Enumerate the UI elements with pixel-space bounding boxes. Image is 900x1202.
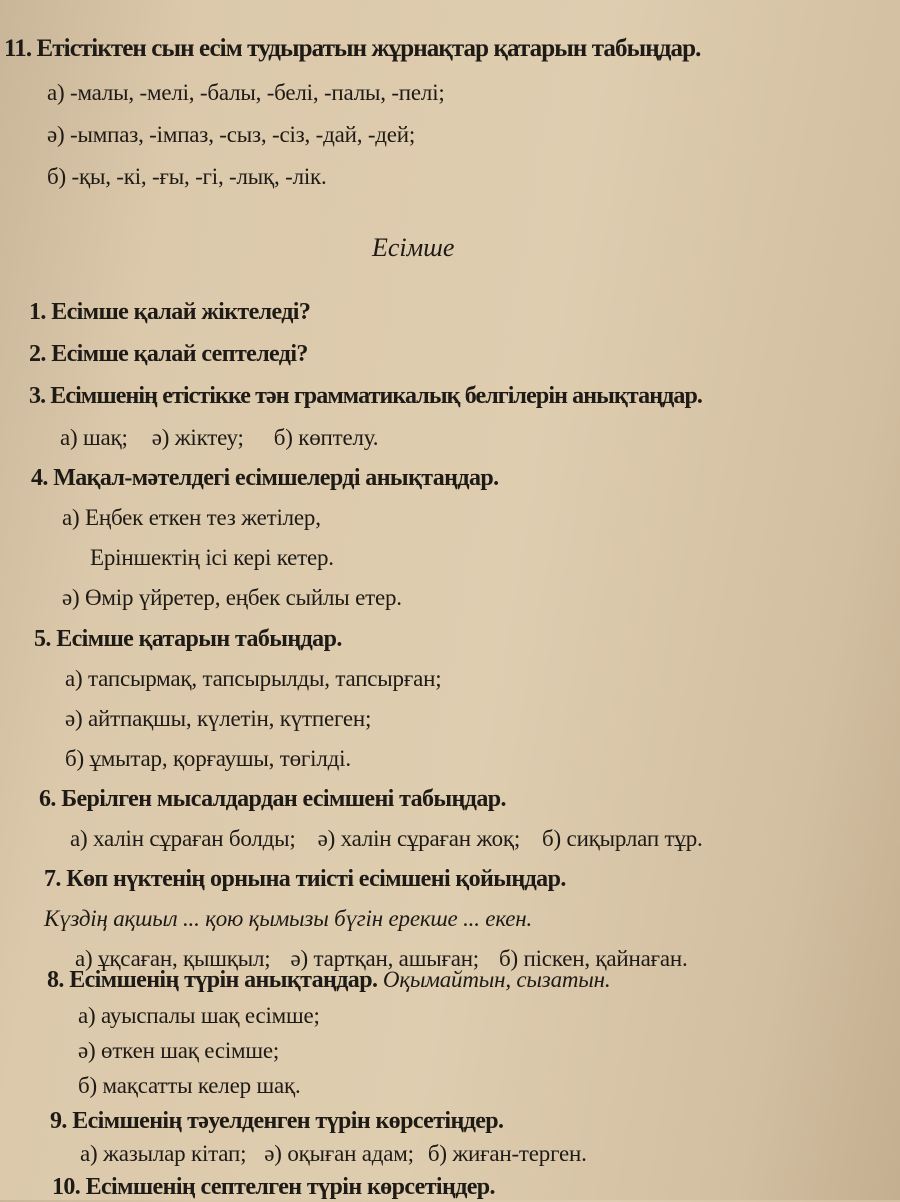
question-6-option-ae: ә) халін сұраған жоқ; <box>317 826 521 852</box>
question-10-title: 10. Есімшенің септелген түрін көрсетіңдер. <box>52 1174 495 1200</box>
question-7-option-ae: ә) тартқан, ашыған; <box>290 946 479 972</box>
question-3-title: 3. Есімшенің етістікке тән грамматикалық белгілерін анықтаңдар. <box>29 383 703 409</box>
question-8-words: Оқымайтын, сызатын. <box>382 967 611 992</box>
question-8-option-ae: ә) өткен шақ есімше; <box>78 1038 280 1063</box>
question-2-title: 2. Есімше қалай септеледі? <box>29 341 308 367</box>
question-8-title: 8. Есімшенің түрін анықтаңдар. <box>47 967 378 993</box>
question-3-option-ae: ә) жіктеу; <box>151 425 244 450</box>
section-title: Есімше <box>372 233 455 262</box>
question-3-options <box>60 423 378 453</box>
question-9-option-b: б) жиған-терген. <box>427 1141 587 1166</box>
question-11-option-a: а) -малы, -мелі, -балы, -белі, -палы, -пелі; <box>47 80 445 105</box>
question-6-options <box>70 824 703 854</box>
question-5-title: 5. Есімше қатарын табыңдар. <box>34 625 342 652</box>
question-11-title: 11. Етістіктен сын есім тудыратын жұрнақтар қатарын табыңдар. <box>4 35 701 62</box>
question-5-option-a: а) тапсырмақ, тапсырылды, тапсырған; <box>65 665 442 691</box>
question-6-title: 6. Берілген мысалдардан есімшені табыңдар. <box>39 786 506 812</box>
question-6-option-b: б) сиқырлап тұр. <box>542 826 703 852</box>
question-8-header <box>47 965 610 995</box>
question-6-option-a: а) халін сұраған болды; <box>70 826 296 852</box>
question-3-option-a: а) шақ; <box>60 425 128 450</box>
question-11-option-b: б) -қы, -кі, -ғы, -гі, -лық, -лік. <box>47 164 327 189</box>
question-8-option-a: а) ауыспалы шақ есімше; <box>78 1003 320 1028</box>
question-3-option-b: б) көптелу. <box>273 425 379 450</box>
question-9-option-a: а) жазылар кітап; <box>80 1141 247 1166</box>
question-4-option-ae: ә) Өмір үйретер, еңбек сыйлы етер. <box>62 585 402 611</box>
question-4-option-a-line-1: а) Еңбек еткен тез жетілер, <box>62 505 321 531</box>
question-7-title: 7. Көп нүктенің орнына тиісті есімшені қойыңдар. <box>44 866 566 893</box>
question-4-title: 4. Мақал-мәтелдегі есімшелерді анықтаңдар. <box>31 465 499 492</box>
question-7-option-b: б) піскен, қайнаған. <box>499 946 688 972</box>
question-7-sentence: Күздің ақшыл ... қою қымызы бүгін ерекше ... екен. <box>44 906 533 932</box>
question-7-option-a: а) ұқсаған, қышқыл; <box>75 946 271 972</box>
question-5-option-b: б) ұмытар, қорғаушы, төгілді. <box>65 745 351 771</box>
question-9-option-ae: ә) оқыған адам; <box>264 1141 414 1166</box>
question-1-title: 1. Есімше қалай жіктеледі? <box>29 299 311 325</box>
question-9-title: 9. Есімшенің тәуелденген түрін көрсетіңдер. <box>50 1108 504 1134</box>
question-5-option-ae: ә) айтпақшы, күлетін, күтпеген; <box>65 705 372 731</box>
question-8-option-b: б) мақсатты келер шақ. <box>78 1073 301 1098</box>
question-9-options <box>80 1139 587 1169</box>
question-4-option-a-line-2: Еріншектің ісі кері кетер. <box>90 545 334 571</box>
question-11-option-ae: ә) -ымпаз, -імпаз, -сыз, -сіз, -дай, -дей; <box>47 122 416 147</box>
